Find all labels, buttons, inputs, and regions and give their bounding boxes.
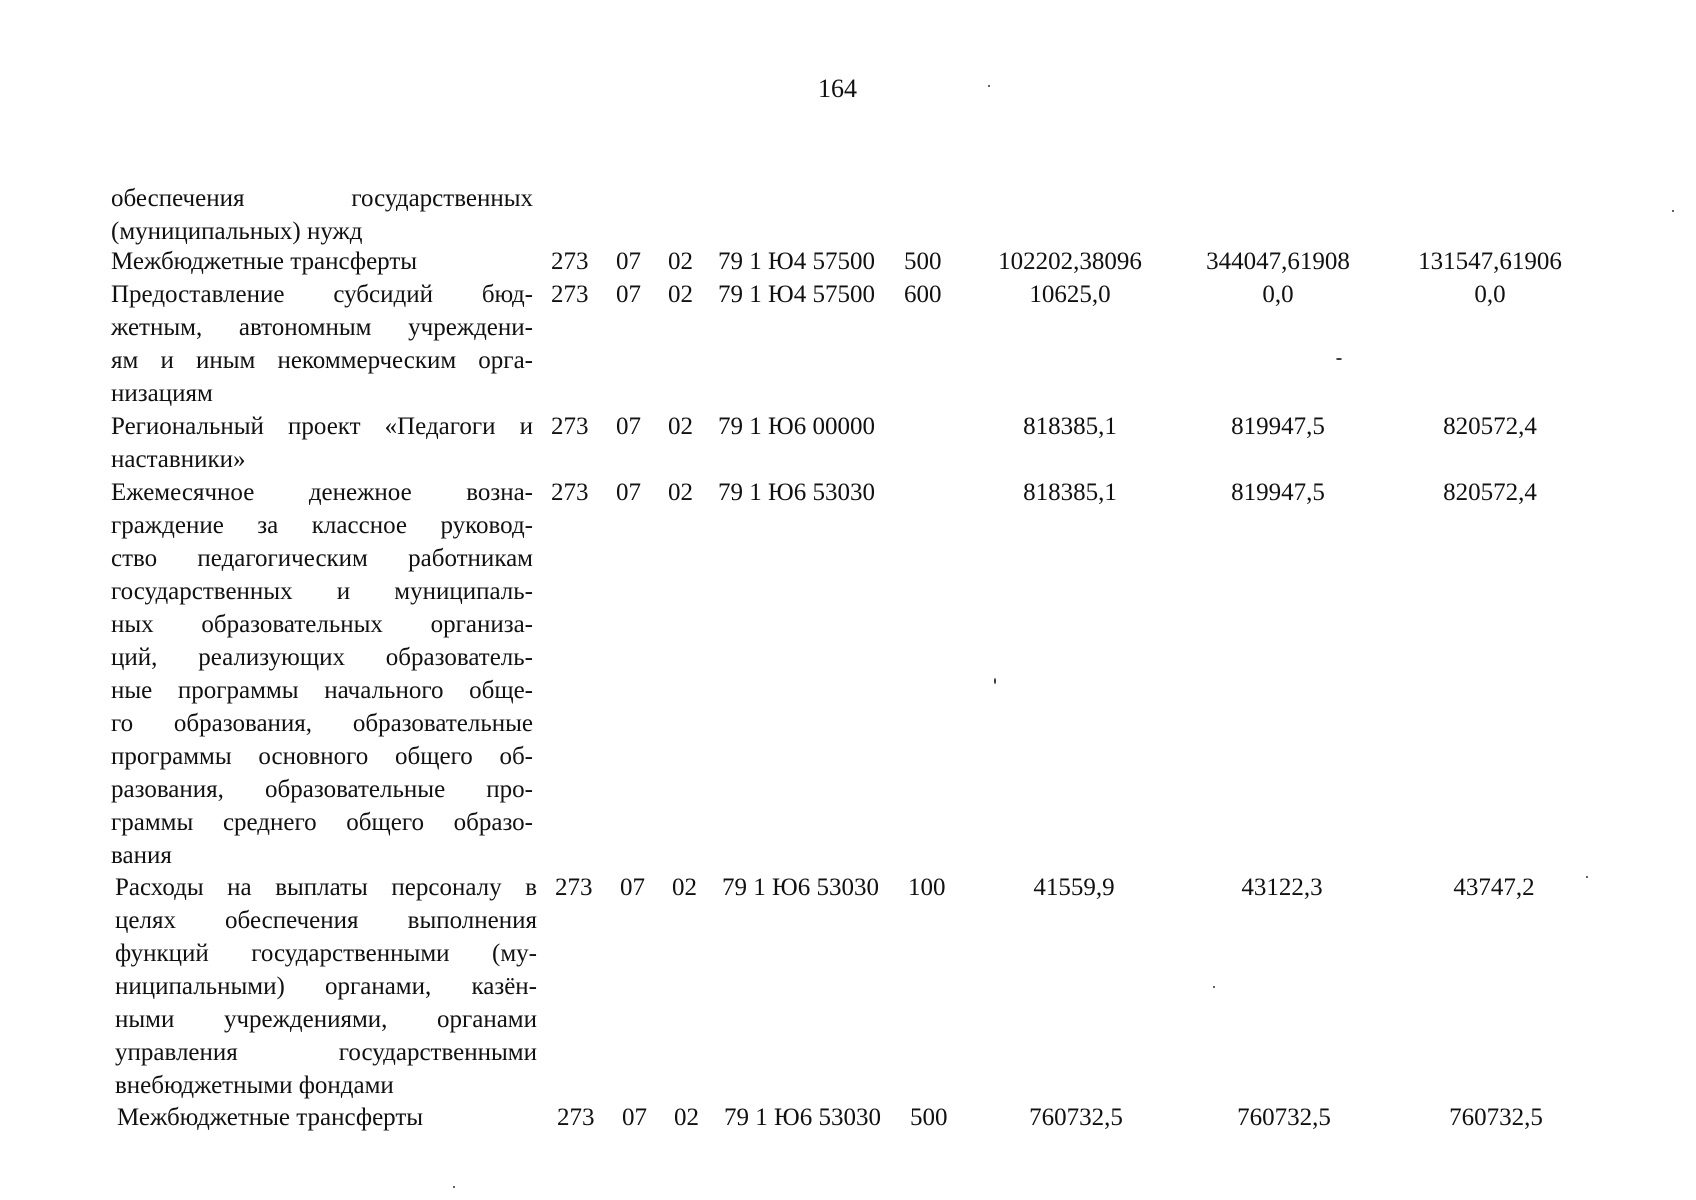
description-line: ям и иным некоммерческим орга- [111, 347, 533, 374]
description-line: ными учреждениями, органами [115, 1006, 537, 1033]
description-line: ство педагогическим работникам [111, 545, 533, 572]
description-line: Межбюджетные трансферты [117, 1104, 424, 1131]
amount-year-1: 10625,0 [1029, 281, 1111, 308]
description-line: обеспечения государственных [111, 185, 533, 212]
section-code: 07 [616, 248, 641, 275]
target-article-code: 79 1 Ю6 53030 [718, 479, 875, 506]
subsection-code: 02 [672, 874, 697, 901]
description-line: ниципальными) органами, казён- [115, 973, 537, 1000]
row-description [117, 1101, 539, 1134]
scan-speck [994, 678, 996, 684]
section-code: 07 [622, 1104, 647, 1131]
target-article-code: 79 1 Ю6 53030 [722, 874, 879, 901]
scan-speck [1672, 210, 1674, 212]
description-line: Региональный проект «Педагоги и [111, 413, 533, 440]
amount-year-1: 41559,9 [1033, 874, 1115, 901]
expense-type-code: 100 [908, 874, 946, 901]
amount-year-2: 819947,5 [1231, 479, 1325, 506]
description-line: граммы среднего общего образо- [111, 809, 533, 836]
description-line: разования, образовательные про- [111, 776, 533, 803]
row-description [111, 182, 533, 248]
row-description [111, 245, 533, 278]
description-line: наставники» [111, 446, 246, 473]
amount-year-1: 818385,1 [1023, 479, 1117, 506]
description-line: ных образовательных организа- [111, 611, 533, 638]
description-line: жетным, автономным учреждени- [111, 314, 533, 341]
dept-code: 273 [551, 413, 589, 440]
description-line: Предоставление субсидий бюд- [111, 281, 533, 308]
dept-code: 273 [551, 248, 589, 275]
description-line: ций, реализующих образователь- [111, 644, 533, 671]
description-line: вания [111, 842, 172, 869]
description-line: граждение за классное руковод- [111, 512, 533, 539]
description-line: го образования, образовательные [111, 710, 533, 737]
row-description [115, 871, 537, 1102]
amount-year-2: 819947,5 [1231, 413, 1325, 440]
section-code: 07 [616, 281, 641, 308]
scan-speck [1336, 358, 1342, 360]
target-article-code: 79 1 Ю4 57500 [718, 281, 875, 308]
subsection-code: 02 [674, 1104, 699, 1131]
section-code: 07 [620, 874, 645, 901]
amount-year-2: 344047,61908 [1206, 248, 1350, 275]
target-article-code: 79 1 Ю6 53030 [724, 1104, 881, 1131]
target-article-code: 79 1 Ю6 00000 [718, 413, 875, 440]
dept-code: 273 [551, 281, 589, 308]
scan-speck [453, 1186, 455, 1188]
subsection-code: 02 [668, 281, 693, 308]
row-description [111, 278, 533, 410]
row-description [111, 476, 533, 872]
subsection-code: 02 [668, 248, 693, 275]
amount-year-1: 760732,5 [1029, 1104, 1123, 1131]
target-article-code: 79 1 Ю4 57500 [718, 248, 875, 275]
scan-speck [1586, 876, 1588, 878]
section-code: 07 [616, 413, 641, 440]
subsection-code: 02 [668, 413, 693, 440]
description-line: низациям [111, 380, 213, 407]
subsection-code: 02 [668, 479, 693, 506]
dept-code: 273 [551, 479, 589, 506]
expense-type-code: 500 [910, 1104, 948, 1131]
amount-year-3: 131547,61906 [1418, 248, 1562, 275]
amount-year-3: 820572,4 [1443, 479, 1537, 506]
amount-year-3: 0,0 [1474, 281, 1506, 308]
amount-year-2: 760732,5 [1237, 1104, 1331, 1131]
amount-year-3: 820572,4 [1443, 413, 1537, 440]
description-line: Ежемесячное денежное возна- [111, 479, 533, 506]
page-number: 164 [818, 74, 857, 103]
amount-year-3: 43747,2 [1453, 874, 1535, 901]
expense-type-code: 500 [904, 248, 942, 275]
expense-type-code: 600 [904, 281, 942, 308]
description-line: государственных и муниципаль- [111, 578, 533, 605]
description-line: программы основного общего об- [111, 743, 533, 770]
dept-code: 273 [555, 874, 593, 901]
amount-year-2: 43122,3 [1241, 874, 1323, 901]
amount-year-1: 102202,38096 [998, 248, 1142, 275]
row-description [111, 410, 533, 476]
section-code: 07 [616, 479, 641, 506]
scan-speck [1213, 986, 1215, 988]
description-line: Межбюджетные трансферты [111, 248, 418, 275]
dept-code: 273 [557, 1104, 595, 1131]
amount-year-2: 0,0 [1262, 281, 1294, 308]
description-line: управления государственными [115, 1039, 537, 1066]
scan-speck [988, 85, 990, 87]
description-line: ные программы начального обще- [111, 677, 533, 704]
description-line: целях обеспечения выполнения [115, 907, 537, 934]
amount-year-1: 818385,1 [1023, 413, 1117, 440]
amount-year-3: 760732,5 [1449, 1104, 1543, 1131]
description-line: внебюджетными фондами [115, 1072, 394, 1099]
description-line: (муниципальных) нужд [111, 218, 363, 245]
description-line: функций государственными (му- [115, 940, 537, 967]
description-line: Расходы на выплаты персоналу в [115, 874, 537, 901]
